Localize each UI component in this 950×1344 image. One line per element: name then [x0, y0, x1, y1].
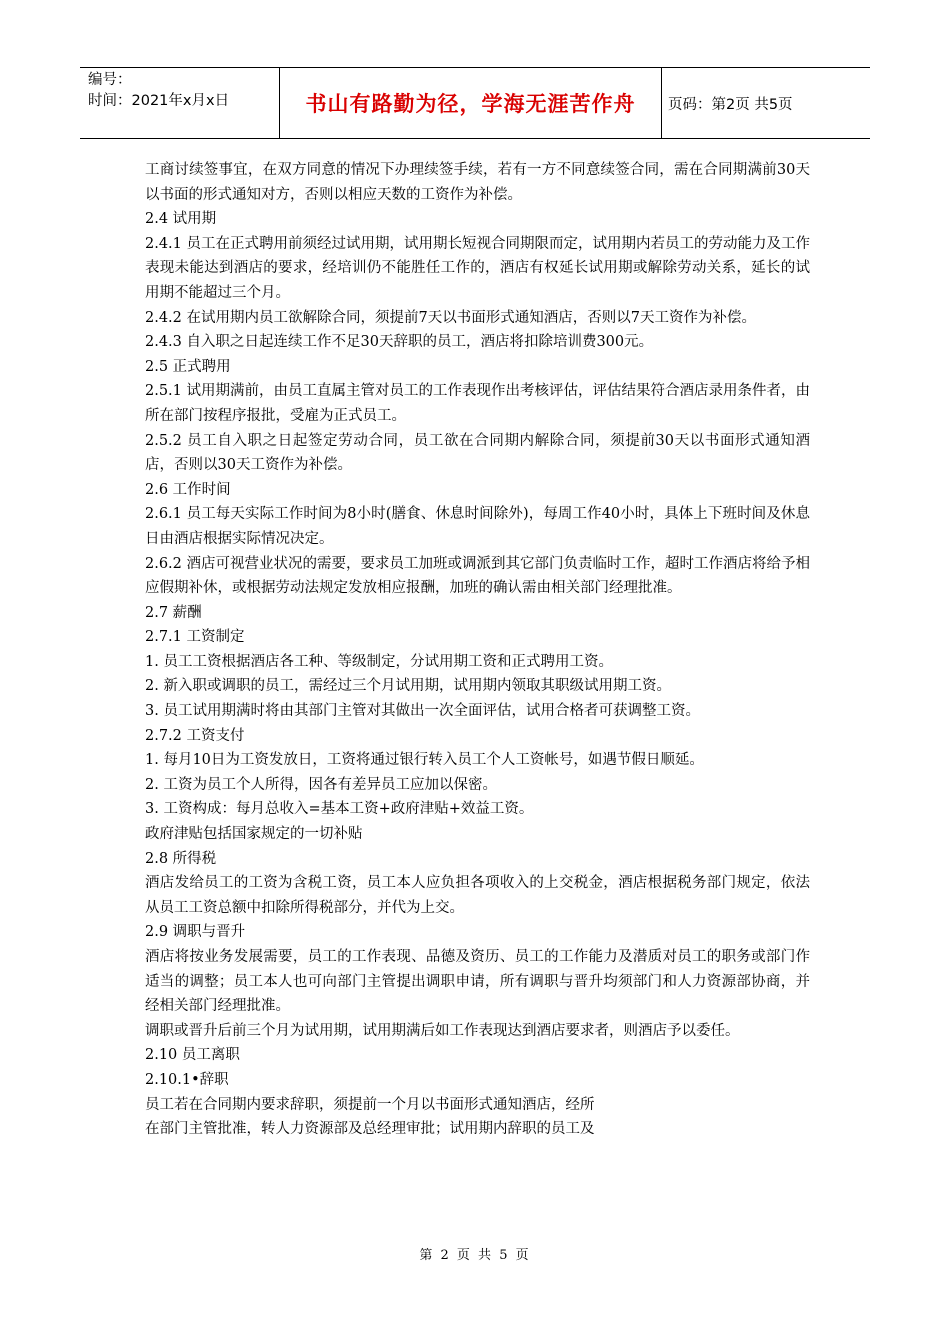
- paragraph: 2.4.1 员工在正式聘用前须经过试用期，试用期长短视合同期限而定，试用期内若员工的劳动能力及工作表现未能达到酒店的要求，经培训仍不能胜任工作的，酒店有权延长试用期或解除劳动关系，延长的试用期不能超过三个月。: [145, 235, 810, 301]
- section-heading: 2.6 工作时间: [145, 481, 231, 498]
- paragraph: 2.5.1 试用期满前，由员工直属主管对员工的工作表现作出考核评估，评估结果符合酒店录用条件者，由所在部门按程序报批，受雇为正式员工。: [145, 383, 810, 424]
- list-item: 3. 员工试用期满时将由其部门主管对其做出一次全面评估，试用合格者可获调整工资。: [145, 703, 700, 720]
- list-item: 2. 新入职或调职的员工，需经过三个月试用期，试用期内领取其职级试用期工资。: [145, 678, 671, 695]
- subsection-heading: 2.7.1 工资制定: [145, 629, 245, 646]
- paragraph: 政府津贴包括国家规定的一切补贴: [145, 826, 363, 843]
- list-item: 1. 员工工资根据酒店各工种、等级制定，分试用期工资和正式聘用工资。: [145, 653, 613, 670]
- page-header: [80, 67, 870, 139]
- subsection-heading: 2.7.2 工资支付: [145, 727, 245, 744]
- section-heading: 2.4 试用期: [145, 211, 217, 228]
- header-motto: 书山有路勤为径，学海无涯苦作舟: [280, 68, 662, 138]
- paragraph: 2.6.2 酒店可视营业状况的需要，要求员工加班或调派到其它部门负责临时工作，超时工作酒店将给予相应假期补休，或根据劳动法规定发放相应报酬，加班的确认需由相关部门经理批准。: [145, 555, 810, 597]
- paragraph: 酒店发给员工的工资为含税工资，员工本人应负担各项收入的上交税金，酒店根据税务部门规定，依法从员工工资总额中扣除所得税部分，并代为上交。: [145, 875, 810, 916]
- header-page-label: 页码：第2页 共5页: [668, 96, 793, 113]
- paragraph: 2.6.1 员工每天实际工作时间为8小时(膳食、休息时间除外)，每周工作40小时，具体上下班时间及休息日由酒店根据实际情况决定。: [145, 506, 810, 547]
- section-heading: 2.7 薪酬: [145, 604, 202, 621]
- subsection-heading: 2.10.1•辞职: [145, 1071, 229, 1088]
- paragraph: 调职或晋升后前三个月为试用期，试用期满后如工作表现达到酒店要求者，则酒店予以委任。: [145, 1022, 740, 1039]
- section-heading: 2.9 调职与晋升: [145, 924, 246, 941]
- document-body: [145, 158, 810, 1142]
- section-heading: 2.8 所得税: [145, 850, 217, 867]
- section-heading: 2.5 正式聘用: [145, 358, 231, 375]
- paragraph: 工商讨续签事宜，在双方同意的情况下办理续签手续，若有一方不同意续签合同，需在合同期满前30天以书面的形式通知对方，否则以相应天数的工资作为补偿。: [145, 162, 810, 203]
- document-date-label: 时间：2021年x月x日: [88, 93, 230, 109]
- paragraph: 2.4.3 自入职之日起连续工作不足30天辞职的员工，酒店将扣除培训费300元。: [145, 334, 654, 351]
- header-meta: [80, 68, 280, 138]
- paragraph: 2.4.2 在试用期内员工欲解除合同，须提前7天以书面形式通知酒店，否则以7天工资作为补偿。: [145, 309, 756, 326]
- list-item: 2. 工资为员工个人所得，因各有差异员工应加以保密。: [145, 776, 497, 793]
- list-item: 3. 工资构成：每月总收入=基本工资+政府津贴+效益工资。: [145, 801, 534, 818]
- document-number-label: 编号：: [88, 72, 132, 88]
- paragraph: 在部门主管批准，转人力资源部及总经理审批；试用期内辞职的员工及: [145, 1121, 595, 1138]
- paragraph: 酒店将按业务发展需要，员工的工作表现、品德及资历、员工的工作能力及潜质对员工的职务或部门作适当的调整；员工本人也可向部门主管提出调职申请，所有调职与晋升均须部门和人力资源部协商，并经相关部门经理批准。: [145, 949, 810, 1015]
- page-footer: 第 2 页 共 5 页: [419, 1248, 531, 1263]
- paragraph: 员工若在合同期内要求辞职，须提前一个月以书面形式通知酒店，经所: [145, 1096, 595, 1113]
- section-heading: 2.10 员工离职: [145, 1047, 240, 1064]
- paragraph: 2.5.2 员工自入职之日起签定劳动合同，员工欲在合同期内解除合同，须提前30天以书面形式通知酒店，否则以30天工资作为补偿。: [145, 432, 810, 474]
- list-item: 1. 每月10日为工资发放日，工资将通过银行转入员工个人工资帐号，如遇节假日顺延。: [145, 752, 704, 769]
